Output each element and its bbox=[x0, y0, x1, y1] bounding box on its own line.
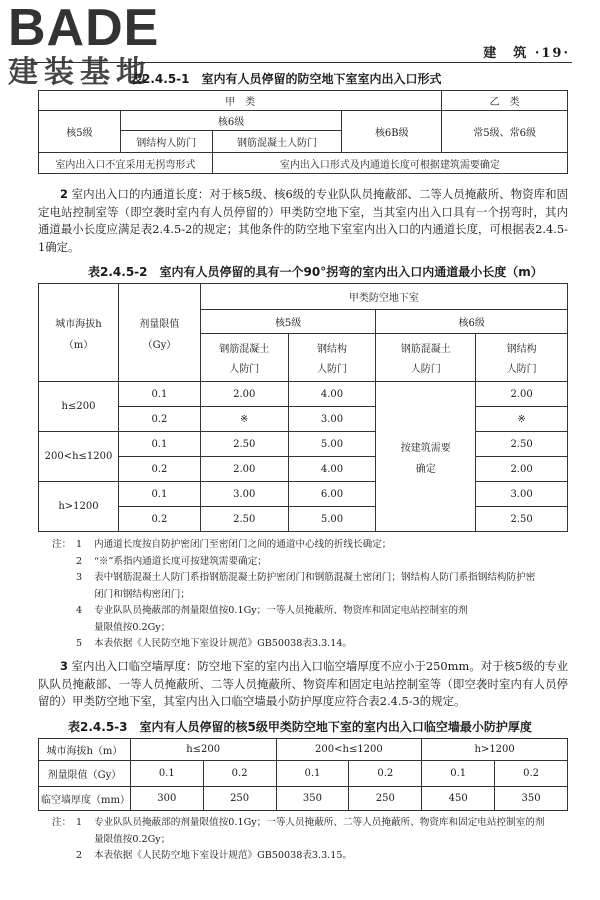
t2-dose: 0.2 bbox=[118, 407, 200, 432]
t3-head-alt2: 200<h≤1200 bbox=[276, 739, 422, 761]
note-number: 3 bbox=[76, 572, 83, 583]
t2-cell: 2.50 bbox=[476, 507, 568, 532]
note-text: 表中钢筋混凝土人防门系指钢筋混凝土防护密闭门和钢筋混凝土密闭门；钢结构人防门系指钢结构防护密 bbox=[94, 572, 536, 583]
t3-head-city: 城市海拔h（m） bbox=[39, 739, 131, 761]
note-row bbox=[52, 620, 572, 637]
t2-he6-rc-l2: 人防门 bbox=[410, 364, 441, 375]
t3-cell: 0.1 bbox=[276, 761, 349, 787]
t3-cell: 0.2 bbox=[495, 761, 568, 787]
header-rule bbox=[32, 62, 572, 63]
paragraph-3-number: 3 bbox=[60, 659, 68, 673]
t2-cell: 2.50 bbox=[200, 507, 288, 532]
t3-cell: 350 bbox=[495, 787, 568, 811]
note-text: 量限值按0.2Gy； bbox=[94, 621, 171, 633]
t2-alt1: h≤200 bbox=[39, 382, 119, 432]
t3-cell: 350 bbox=[276, 787, 349, 811]
t2-head-he5: 核5级 bbox=[200, 310, 376, 334]
note-row bbox=[52, 587, 572, 604]
t1-head-jia: 甲 类 bbox=[39, 91, 442, 111]
logo-subtitle: 建装基地 bbox=[8, 55, 152, 90]
t2-he6-st-l2: 人防门 bbox=[506, 364, 537, 375]
t2-he6-rc-l1: 钢筋混凝土 bbox=[400, 344, 451, 355]
t2-head-dose-l1: 剂量限值 bbox=[139, 318, 180, 330]
note-row bbox=[52, 603, 572, 620]
t2-head-he6-st bbox=[476, 334, 568, 382]
table3-notes bbox=[52, 815, 572, 865]
note-number: 1 bbox=[76, 539, 83, 550]
t2-cell: 3.00 bbox=[288, 407, 376, 432]
note-text: 闭门和钢结构密闭门； bbox=[94, 588, 190, 600]
table2-notes bbox=[52, 537, 572, 653]
note-row bbox=[52, 815, 572, 832]
t3-cell: 300 bbox=[130, 787, 203, 811]
page-header bbox=[483, 42, 570, 61]
t2-dose: 0.2 bbox=[118, 507, 200, 532]
t2-he5-st-l2: 人防门 bbox=[317, 364, 348, 375]
paragraph-2 bbox=[38, 186, 568, 256]
t1-he6: 核6级 bbox=[120, 111, 342, 131]
t1-rc-door: 钢筋混凝土人防门 bbox=[212, 131, 342, 153]
t3-cell: 250 bbox=[349, 787, 422, 811]
table2-caption: 表2.4.5-2 室内有人员停留的具有一个90°拐弯的室内出入口内通道最小长度（m） bbox=[88, 265, 543, 279]
t2-head-jia: 甲类防空地下室 bbox=[200, 284, 567, 310]
t2-he6-st-l1: 钢结构 bbox=[506, 344, 537, 355]
t2-head-he6: 核6级 bbox=[376, 310, 568, 334]
t2-dose: 0.2 bbox=[118, 457, 200, 482]
t3-cell: 0.2 bbox=[203, 761, 276, 787]
note-text: 专业队队员掩蔽部的剂量限值按0.1Gy；一等人员掩蔽所、物资库和固定电站控制室的剂 bbox=[94, 605, 468, 616]
t1-he6b: 核6B级 bbox=[342, 111, 442, 153]
table1-caption: 表2.4.5-1 室内有人员停留的防空地下室室内出入口形式 bbox=[130, 72, 442, 86]
t2-cell: 5.00 bbox=[288, 432, 376, 457]
table-2-4-5-3 bbox=[38, 738, 568, 811]
t2-cell: 3.00 bbox=[476, 482, 568, 507]
t2-cell: 2.00 bbox=[200, 382, 288, 407]
t3-row-wall-label: 临空墙厚度（mm） bbox=[39, 787, 131, 811]
t2-cell: 5.00 bbox=[288, 507, 376, 532]
t3-cell: 0.1 bbox=[130, 761, 203, 787]
note-row bbox=[52, 636, 572, 653]
t2-cell: 2.00 bbox=[476, 457, 568, 482]
note-row bbox=[52, 554, 572, 571]
note-text: 量限值按0.2Gy； bbox=[94, 833, 171, 845]
note-number: 2 bbox=[76, 555, 83, 567]
note-text: “※”系指内通道长度可按建筑需要确定； bbox=[94, 555, 267, 567]
t2-head-he6-rc bbox=[376, 334, 476, 382]
note-number bbox=[76, 587, 94, 604]
t2-cell: 2.00 bbox=[476, 382, 568, 407]
table-2-4-5-2 bbox=[38, 283, 568, 532]
t3-head-alt3: h>1200 bbox=[422, 739, 568, 761]
t3-row-dose-label: 剂量限值（Gy） bbox=[39, 761, 131, 787]
t2-alt2: 200<h≤1200 bbox=[39, 432, 119, 482]
t2-dose: 0.1 bbox=[118, 382, 200, 407]
t2-cell: ※ bbox=[200, 407, 288, 432]
t2-cell: 3.00 bbox=[200, 482, 288, 507]
t2-cell: 6.00 bbox=[288, 482, 376, 507]
note-number bbox=[76, 832, 94, 849]
t2-dose: 0.1 bbox=[118, 432, 200, 457]
t1-row3-left: 室内出入口不宜采用无拐弯形式 bbox=[39, 153, 213, 174]
t2-head-he5-rc bbox=[200, 334, 288, 382]
t1-steel-door: 钢结构人防门 bbox=[120, 131, 212, 153]
t2-cell: 2.00 bbox=[200, 457, 288, 482]
note-number: 4 bbox=[76, 605, 83, 616]
t3-cell: 250 bbox=[203, 787, 276, 811]
logo-wordmark: BADE bbox=[8, 0, 160, 57]
table-2-4-5-1 bbox=[38, 90, 568, 174]
table3-caption: 表2.4.5-3 室内有人员停留的核5级甲类防空地下室的室内出入口临空墙最小防护厚度 bbox=[68, 720, 532, 734]
section-name: 建 筑 bbox=[483, 46, 529, 61]
t2-cell: 4.00 bbox=[288, 457, 376, 482]
t2-cell: 4.00 bbox=[288, 382, 376, 407]
t3-head-alt1: h≤200 bbox=[130, 739, 276, 761]
t2-merged-l2: 确定 bbox=[415, 463, 436, 475]
paragraph-2-text: 室内出入口的内通道长度：对于核5级、核6级的专业队队员掩蔽部、二等人员掩蔽所、物资库和固定电站控制室等（即空袭时室内有人员停留的）甲类防空地下室，当其室内出入口具有一个拐弯时，其内通道最小长度应满足表2.4.5-2的规定；其他条件的防空地下室室内出入口的内通道长度，可根据表2.4.5-1确定。 bbox=[38, 187, 568, 254]
note-text: 本表依据《人民防空地下室设计规范》GB50038表3.3.15。 bbox=[94, 850, 353, 861]
t2-he5-rc-l1: 钢筋混凝土 bbox=[219, 344, 270, 355]
t2-merged-he6-rc bbox=[376, 382, 476, 532]
t2-head-dose bbox=[118, 284, 200, 382]
note-number bbox=[76, 620, 94, 637]
t2-alt3: h>1200 bbox=[39, 482, 119, 532]
t2-merged-l1: 按建筑需要 bbox=[400, 442, 451, 454]
t3-cell: 450 bbox=[422, 787, 495, 811]
t2-head-he5-st bbox=[288, 334, 376, 382]
t2-dose: 0.1 bbox=[118, 482, 200, 507]
note-row bbox=[52, 832, 572, 849]
note-text: 内通道长度按自防护密闭门至密闭门之间的通道中心线的折线长确定； bbox=[94, 539, 392, 550]
t1-row3-right: 室内出入口形式及内通道长度可根据建筑需要确定 bbox=[212, 153, 567, 174]
note-number: 1 bbox=[76, 817, 83, 828]
t2-he5-st-l1: 钢结构 bbox=[317, 344, 348, 355]
paragraph-2-number: 2 bbox=[60, 187, 68, 201]
note-number: 2 bbox=[76, 850, 83, 861]
t2-cell: ※ bbox=[476, 407, 568, 432]
note-row bbox=[52, 570, 572, 587]
t2-head-dose-l2: （Gy） bbox=[142, 339, 177, 351]
t1-chang: 常5级、常6级 bbox=[442, 111, 568, 153]
t2-he5-rc-l2: 人防门 bbox=[229, 364, 260, 375]
t3-cell: 0.1 bbox=[422, 761, 495, 787]
paragraph-3-text: 室内出入口临空墙厚度：防空地下室的室内出入口临空墙厚度不应小于250mm。对于核5级的专业队队员掩蔽部、一等人员掩蔽所、二等人员掩蔽所、物资库和固定电站控制室等（即空袭时室内有人员停留的）甲类防空地下室，其室内出入口临空墙最小防护厚度应符合表2.4.5-3的规定。 bbox=[38, 659, 569, 708]
t2-head-city-l1: 城市海拔h bbox=[55, 318, 102, 330]
note-text: 专业队队员掩蔽部的剂量限值按0.1Gy；一等人员掩蔽所、二等人员掩蔽所、物资库和固定电站控制室的剂 bbox=[94, 817, 545, 828]
t3-cell: 0.2 bbox=[349, 761, 422, 787]
note-row bbox=[52, 537, 572, 554]
t2-head-city-l2: （m） bbox=[63, 339, 94, 351]
page-number: ·19· bbox=[534, 46, 570, 61]
notes-label: 注： bbox=[52, 539, 72, 550]
t2-cell: 2.50 bbox=[476, 432, 568, 457]
note-text: 本表依据《人民防空地下室设计规范》GB50038表3.3.14。 bbox=[94, 638, 353, 649]
t2-cell: 2.50 bbox=[200, 432, 288, 457]
note-number: 5 bbox=[76, 638, 83, 649]
t1-head-yi: 乙 类 bbox=[442, 91, 568, 111]
t1-he5: 核5级 bbox=[39, 111, 121, 153]
paragraph-3 bbox=[38, 658, 568, 711]
t2-head-city bbox=[39, 284, 119, 382]
note-row bbox=[52, 848, 572, 865]
notes-label: 注： bbox=[52, 817, 72, 828]
